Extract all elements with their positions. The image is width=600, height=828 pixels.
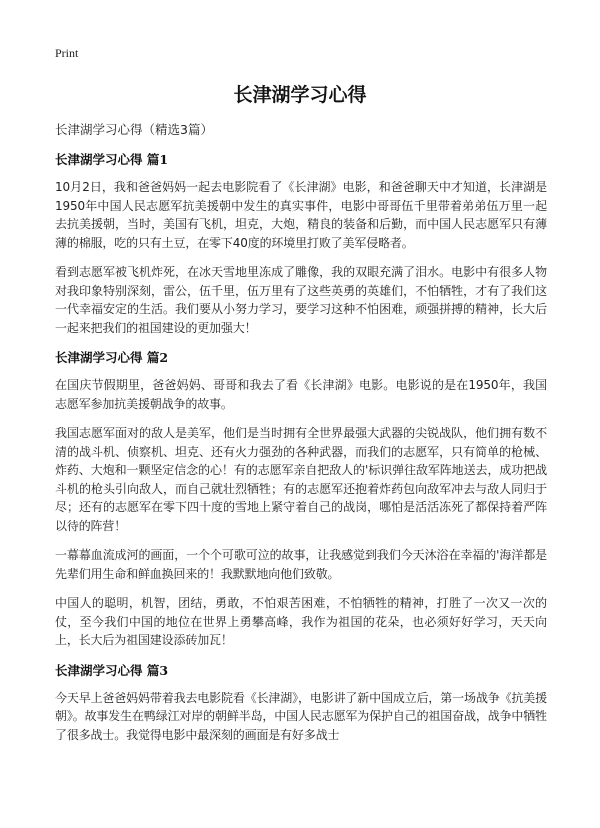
paragraph: 看到志愿军被飞机炸死，在冰天雪地里冻成了雕像，我的双眼充满了泪水。电影中有很多人物对我印象特别深刻，雷公，伍千里，伍万里有了这些英勇的英雄们，不怕牺牲，才有了我们这一代幸福安定的生活。我们要从小努力学习，要学习这种不怕困难，顽强拼搏的精神，长大后一起来把我们的祖国建设的更加强大！: [55, 265, 547, 335]
document-subtitle: 长津湖学习心得（精选3篇）: [55, 122, 213, 137]
section-2: [55, 348, 547, 650]
section-heading: 长津湖学习心得 篇2: [55, 350, 169, 365]
paragraph: 一幕幕血流成河的画面，一个个可歌可泣的故事，让我感觉到我们今天沐浴在幸福的'海洋都是先辈们用生命和鲜血换回来的！我默默地向他们致敬。: [55, 548, 547, 581]
paragraph: 我国志愿军面对的敌人是美军，他们是当时拥有全世界最强大武器的尖锐战队，他们拥有数不清的战斗机、侦察机、坦克、还有火力强劲的各种武器，而我们的志愿军，只有简单的枪械、炸药、大炮和一颗坚定信念的心！有的志愿军亲自把敌人的'标识弹往敌军阵地送去，成功把战斗机的枪头引向敌人，而自己就壮烈牺牲；有的志愿军还抱着炸药包向敌军冲去与敌人同归于尽；还有的志愿军在零下四十度的雪地上紧守着自己的战岗，哪怕是活活冻死了都保持着严阵以待的阵营！: [55, 426, 547, 533]
paragraph: 中国人的聪明，机智，团结，勇敢，不怕艰苦困难，不怕牺牲的精神，打胜了一次又一次的仗，至今我们中国的地位在世界上勇攀高峰，我作为祖国的花朵，也必须好好学习，天天向上，长大后为祖国建设添砖加瓦！: [55, 596, 547, 647]
section-1: [55, 150, 547, 337]
article-body: [55, 150, 547, 755]
section-heading: 长津湖学习心得 篇1: [55, 152, 169, 167]
section-3: [55, 661, 547, 745]
page-title: 长津湖学习心得: [233, 84, 367, 106]
section-heading: 长津湖学习心得 篇3: [55, 662, 169, 678]
paragraph: 今天早上爸爸妈妈带着我去电影院看《长津湖》，电影讲了新中国成立后，第一场战争《抗美援朝》。故事发生在鸭绿江对岸的朝鲜半岛，中国人民志愿军为保护自己的祖国奋战，战争中牺牲了很多战士。我觉得电影中最深刻的画面是有好多战士: [55, 690, 547, 742]
paragraph: 在国庆节假期里，爸爸妈妈、哥哥和我去了看《长津湖》电影。电影说的是在1950年，我国志愿军参加抗美援朝战争的故事。: [55, 378, 547, 411]
print-link[interactable]: Print: [55, 46, 79, 60]
paragraph: 10月2日，我和爸爸妈妈一起去电影院看了《长津湖》电影，和爸爸聊天中才知道，长津湖是1950年中国人民志愿军抗美援朝中发生的真实事件，电影中哥哥伍千里带着弟弟伍万里一起去抗美援朝，当时，美国有飞机，坦克，大炮，精良的装备和后勤，而中国人民志愿军只有薄薄的棉服，吃的只有土豆，在零下40度的环境里打败了美军侵略者。: [55, 180, 547, 250]
